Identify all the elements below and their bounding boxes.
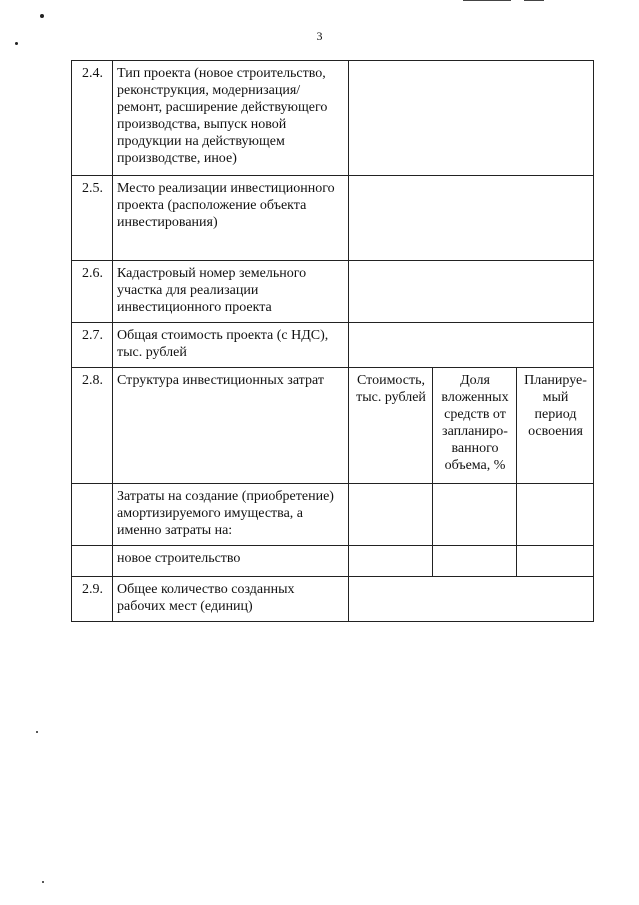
value-cell[interactable] [349, 261, 594, 323]
row-label: Общая стоимость проекта (с НДС), тыс. рублей [113, 323, 349, 368]
row-number: 2.7. [72, 323, 113, 368]
table-row [72, 176, 594, 261]
column-header-share: Доля вложенных средств от запланиро-ванного объема, % [433, 368, 517, 484]
scan-edge-mark [524, 0, 544, 1]
value-cell[interactable] [349, 61, 594, 176]
row-label: Общее количество созданных рабочих мест (единиц) [113, 577, 349, 622]
row-label: новое строительство [113, 546, 349, 577]
row-number: 2.6. [72, 261, 113, 323]
row-label: Тип проекта (новое строительство, реконструкция, модернизация/ремонт, расширение действующего производства, выпуск новой продукции на действующем производстве, иное) [113, 61, 349, 176]
scan-speck [42, 881, 44, 883]
table-row [72, 323, 594, 368]
share-cell[interactable] [433, 484, 517, 546]
row-number: 2.4. [72, 61, 113, 176]
row-number: 2.5. [72, 176, 113, 261]
table-row [72, 546, 594, 577]
table-row [72, 61, 594, 176]
table-row [72, 368, 594, 484]
row-number [72, 546, 113, 577]
scan-speck [40, 14, 44, 18]
row-label: Структура инвестиционных затрат [113, 368, 349, 484]
row-label: Кадастровый номер земельного участка для реализации инвестиционного проекта [113, 261, 349, 323]
scan-speck [15, 42, 18, 45]
value-cell[interactable] [349, 176, 594, 261]
column-header-period: Планируе-мый период освоения [517, 368, 594, 484]
value-cell[interactable] [349, 577, 594, 622]
cost-cell[interactable] [349, 484, 433, 546]
project-info-table [71, 60, 594, 622]
page-number: 3 [316, 29, 323, 43]
cost-cell[interactable] [349, 546, 433, 577]
period-cell[interactable] [517, 546, 594, 577]
scan-edge-mark [463, 0, 511, 1]
row-number [72, 484, 113, 546]
row-label: Место реализации инвестиционного проекта (расположение объекта инвестирования) [113, 176, 349, 261]
value-cell[interactable] [349, 323, 594, 368]
row-label: Затраты на создание (приобретение) амортизируемого имущества, а именно затраты на: [113, 484, 349, 546]
row-number: 2.9. [72, 577, 113, 622]
period-cell[interactable] [517, 484, 594, 546]
scan-speck [36, 731, 38, 733]
share-cell[interactable] [433, 546, 517, 577]
table-row [72, 577, 594, 622]
table-row [72, 484, 594, 546]
table-row [72, 261, 594, 323]
column-header-cost: Стоимость, тыс. рублей [349, 368, 433, 484]
row-number: 2.8. [72, 368, 113, 484]
